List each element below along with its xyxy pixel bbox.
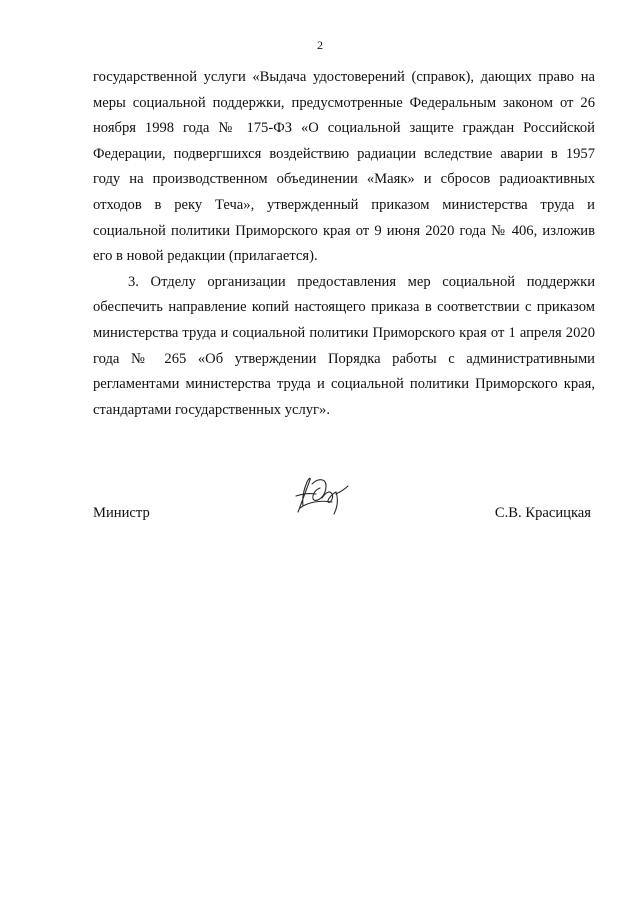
page-number: 2 (317, 38, 323, 52)
paragraph-continuation: государственной услуги «Выдача удостоверений (справок), дающих право на меры социальной поддержки, предусмотренные Федеральным законом от 26 ноября 1998 года № 175-ФЗ «О социальной защите граждан Российской Федерации, подвергшихся воздействию радиации вследствие аварии в 1957 году на производственном объединении «Маяк» и сбросов радиоактивных отходов в реку Теча», утвержденный приказом министерства труда и социальной политики Приморского края от 9 июня 2020 года № 406, изложив его в новой редакции (прилагается). (93, 69, 595, 265)
paragraph-item-3: 3. Отделу организации предоставления мер социальной поддержки обеспечить направление копий настоящего приказа в соответствии с приказом министерства труда и социальной политики Приморского края от 1 апреля 2020 года № 265 «Об утверждении Порядка работы с административными регламентами министерства труда и социальной политики Приморского края, стандартами государственных услуг». (93, 273, 595, 418)
document-body (93, 65, 595, 423)
signatory-name: С.В. Красицкая (494, 505, 591, 521)
handwritten-signature (292, 472, 352, 518)
signatory-title: Министр (93, 505, 150, 521)
